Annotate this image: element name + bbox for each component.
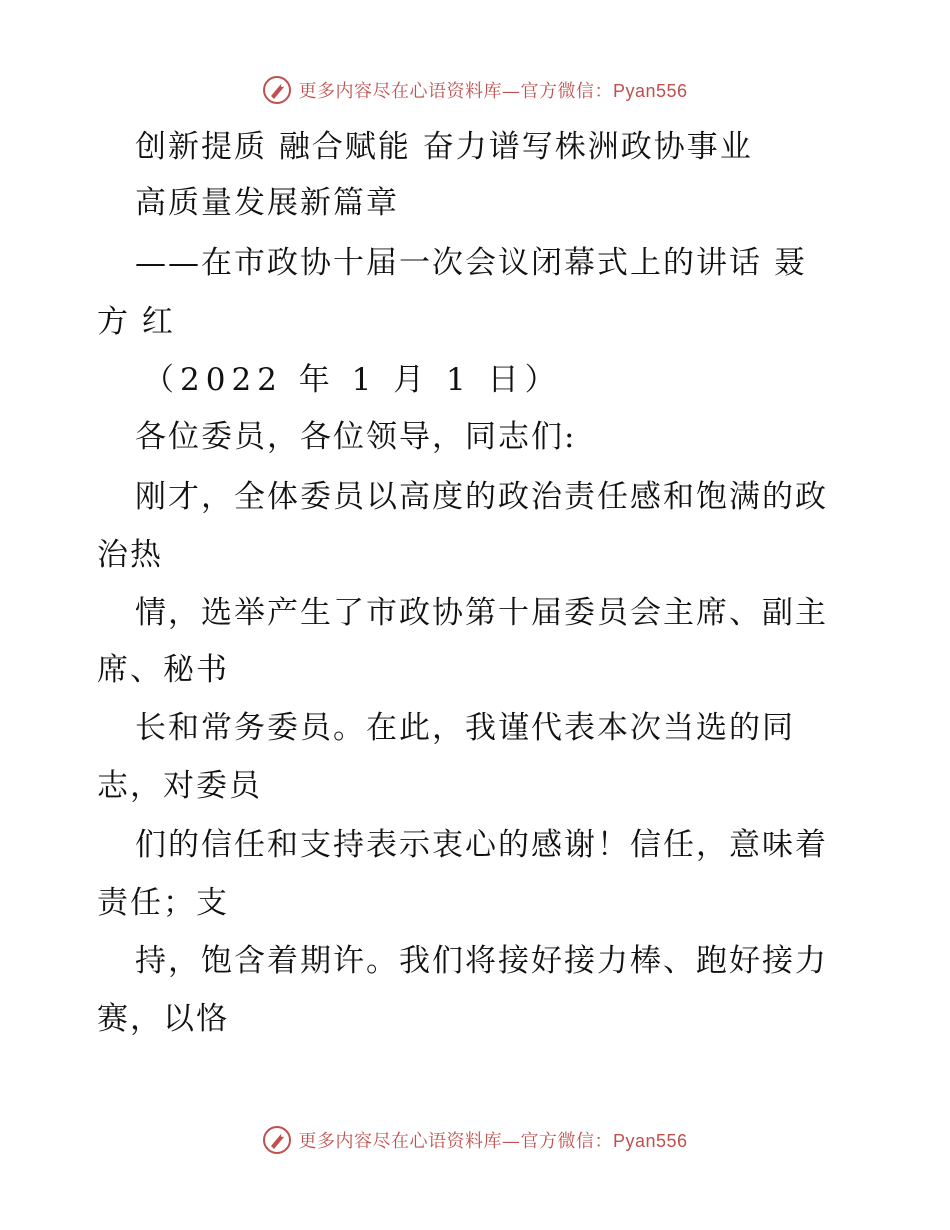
pen-nib-logo-icon — [262, 1125, 292, 1155]
header-watermark — [0, 70, 950, 110]
paragraph-line: 治热 — [97, 537, 163, 573]
footer-watermark — [0, 1120, 950, 1160]
paragraph-line: 席、秘书 — [97, 652, 229, 688]
salutation: 各位委员，各位领导，同志们: — [135, 419, 577, 455]
title-line-2: 高质量发展新篇章 — [135, 185, 399, 221]
paragraph-line: 刚才，全体委员以高度的政治责任感和饱满的政 — [135, 479, 828, 515]
subtitle-line-2: 方 红 — [97, 304, 175, 340]
subtitle-line-1: ——在市政协十届一次会议闭幕式上的讲话 聂 — [135, 245, 807, 281]
paragraph-line: 持，饱含着期许。我们将接好接力棒、跑好接力 — [135, 943, 828, 979]
paragraph-line: 责任；支 — [97, 885, 229, 921]
paragraph-line: 们的信任和支持表示衷心的感谢！信任，意味着 — [135, 827, 828, 863]
pen-nib-logo-icon — [262, 75, 292, 105]
title-line-1: 创新提质 融合赋能 奋力谱写株洲政协事业 — [135, 129, 753, 165]
paragraph-line: 长和常务委员。在此，我谨代表本次当选的同 — [135, 710, 795, 746]
watermark-text: 更多内容尽在心语资料库—官方微信：Pyan556 — [298, 1131, 688, 1152]
paragraph-line: 赛，以恪 — [97, 1001, 229, 1037]
paragraph-line: 志，对委员 — [97, 768, 262, 804]
watermark-text: 更多内容尽在心语资料库—官方微信：Pyan556 — [298, 81, 688, 102]
date-line: （2022 年 1 月 1 日） — [143, 362, 562, 398]
paragraph-line: 情，选举产生了市政协第十届委员会主席、副主 — [135, 595, 828, 631]
